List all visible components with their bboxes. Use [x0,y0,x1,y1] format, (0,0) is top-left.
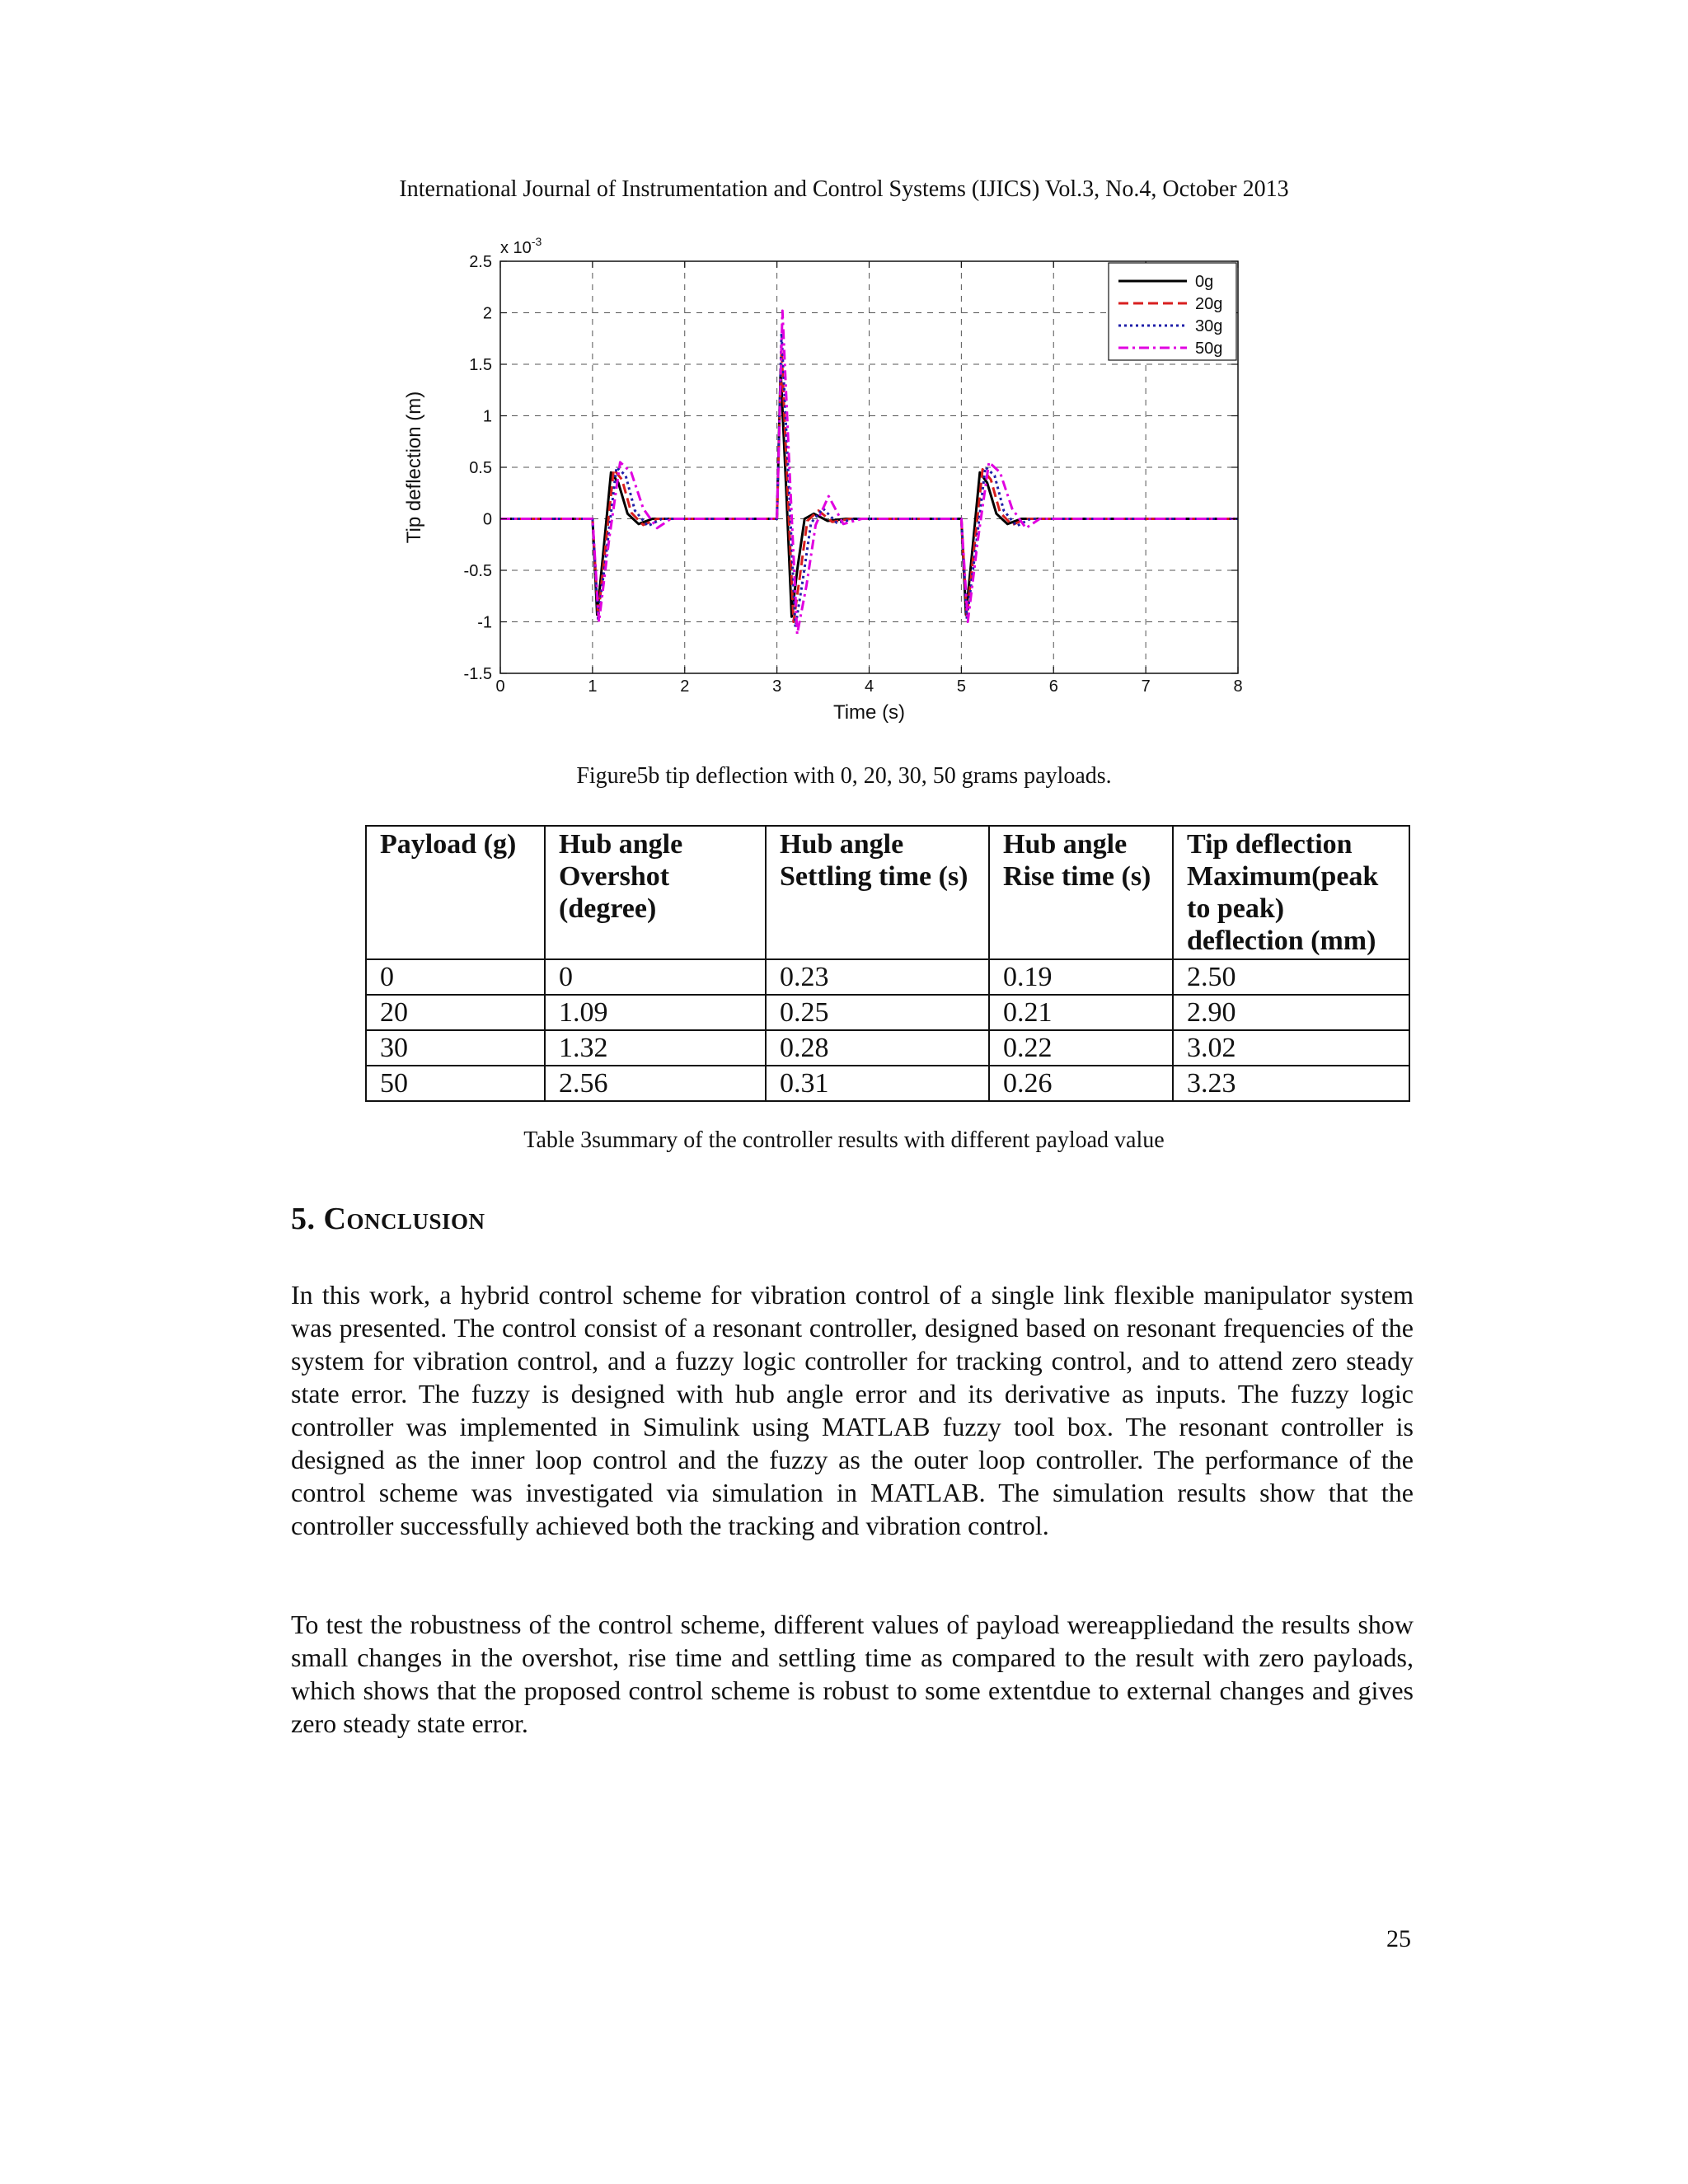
header-rise-time: Hub angle Rise time (s) [989,826,1173,959]
table-cell: 1.32 [545,1030,766,1066]
y-tick-label: 2 [482,304,492,323]
tip-deflection-figure [396,231,1261,742]
journal-header: International Journal of Instrumentation and Control Systems (IJICS) Vol.3, No.4, October 2013 [399,176,1289,202]
chart-legend [1109,263,1236,360]
table-cell: 0.25 [766,995,989,1030]
header-overshoot: Hub angle Overshot (degree) [545,826,766,959]
header-settling-time: Hub angle Settling time (s) [766,826,989,959]
table-cell: 0.21 [989,995,1173,1030]
legend-label-20g: 20g [1195,295,1223,313]
legend-label-50g: 50g [1195,340,1223,358]
section-heading [291,1201,485,1237]
table-row [366,1066,1409,1101]
table-cell: 0.22 [989,1030,1173,1066]
table-cell: 3.02 [1173,1030,1409,1066]
table-caption: Table 3summary of the controller results with different payload value [523,1127,1165,1153]
y-tick-label: 0.5 [469,459,492,477]
x-tick-label: 3 [772,677,782,696]
y-tick-label: 0 [482,510,492,529]
x-tick-label: 0 [495,677,505,696]
table-cell: 0.19 [989,959,1173,995]
header-payload: Payload (g) [366,826,545,959]
results-table [365,825,1410,1102]
table-cell: 20 [366,995,545,1030]
table-cell: 30 [366,1030,545,1066]
y-multiplier-label: x $10^{-3}$ [500,235,542,257]
conclusion-paragraph-1: In this work, a hybrid control scheme for vibration control of a single link flexible manipulator system was presented. The control consist of a resonant controller, designed based on resonant frequencies of the system for vibration control, and a fuzzy logic controller for tracking control, and to attend zero steady state error. The fuzzy is designed with hub angle error and its derivative as inputs. The fuzzy logic controller was implemented in Simulink using MATLAB fuzzy tool box. The resonant controller is designed as the inner loop control and the fuzzy as the outer loop controller. The performance of the control scheme was investigated via simulation in MATLAB. The simulation results show that the controller successfully achieved both the tracking and vibration control. [291,1280,1414,1540]
table-cell: 0.23 [766,959,989,995]
y-tick-label: 1.5 [469,356,492,374]
y-axis-label: Tip deflection (m) [403,391,425,544]
x-axis-label: Time (s) [832,701,906,724]
conclusion-paragraph-2: To test the robustness of the control scheme, different values of payload wereappliedand the results show small changes in the overshot, rise time and settling time as compared to the result with zero payloads, which shows that the proposed control scheme is robust to some extentdue to external changes and gives zero steady state error. [291,1610,1414,1738]
table-cell: 2.90 [1173,995,1409,1030]
table-row [366,959,1409,995]
table-cell: 2.50 [1173,959,1409,995]
y-tick-label: -1.5 [463,665,492,683]
x-tick-label: 5 [956,677,966,696]
x-tick-label: 6 [1048,677,1058,696]
section-number: 5. [291,1202,316,1236]
table-row [366,995,1409,1030]
legend-label-30g: 30g [1195,317,1223,335]
x-tick-label: 8 [1233,677,1243,696]
y-tick-label: 1 [482,407,492,426]
table-header-row [366,826,1409,959]
table-cell: 2.56 [545,1066,766,1101]
y-tick-label: -1 [477,613,492,632]
tip-deflection-chart [396,231,1261,742]
page-number: 25 [1386,1925,1411,1952]
section-title: Conclusion [323,1202,485,1236]
x-tick-label: 4 [864,677,874,696]
header-tip-deflection: Tip deflection Maximum(peak to peak) deflection (mm) [1173,826,1409,959]
table-row [366,1030,1409,1066]
table-cell: 3.23 [1173,1066,1409,1101]
table-cell: 50 [366,1066,545,1101]
x-tick-label: 7 [1141,677,1151,696]
x-tick-label: 2 [680,677,690,696]
table-cell: 0.31 [766,1066,989,1101]
table-cell: 0.28 [766,1030,989,1066]
table-cell: 0 [545,959,766,995]
table-cell: 0.26 [989,1066,1173,1101]
y-tick-label: -0.5 [463,562,492,580]
table-cell: 1.09 [545,995,766,1030]
figure-caption: Figure5b tip deflection with 0, 20, 30, 50 grams payloads. [576,763,1112,789]
y-tick-label: 2.5 [469,253,492,271]
x-tick-label: 1 [588,677,598,696]
table-cell: 0 [366,959,545,995]
legend-label-0g: 0g [1195,273,1214,291]
